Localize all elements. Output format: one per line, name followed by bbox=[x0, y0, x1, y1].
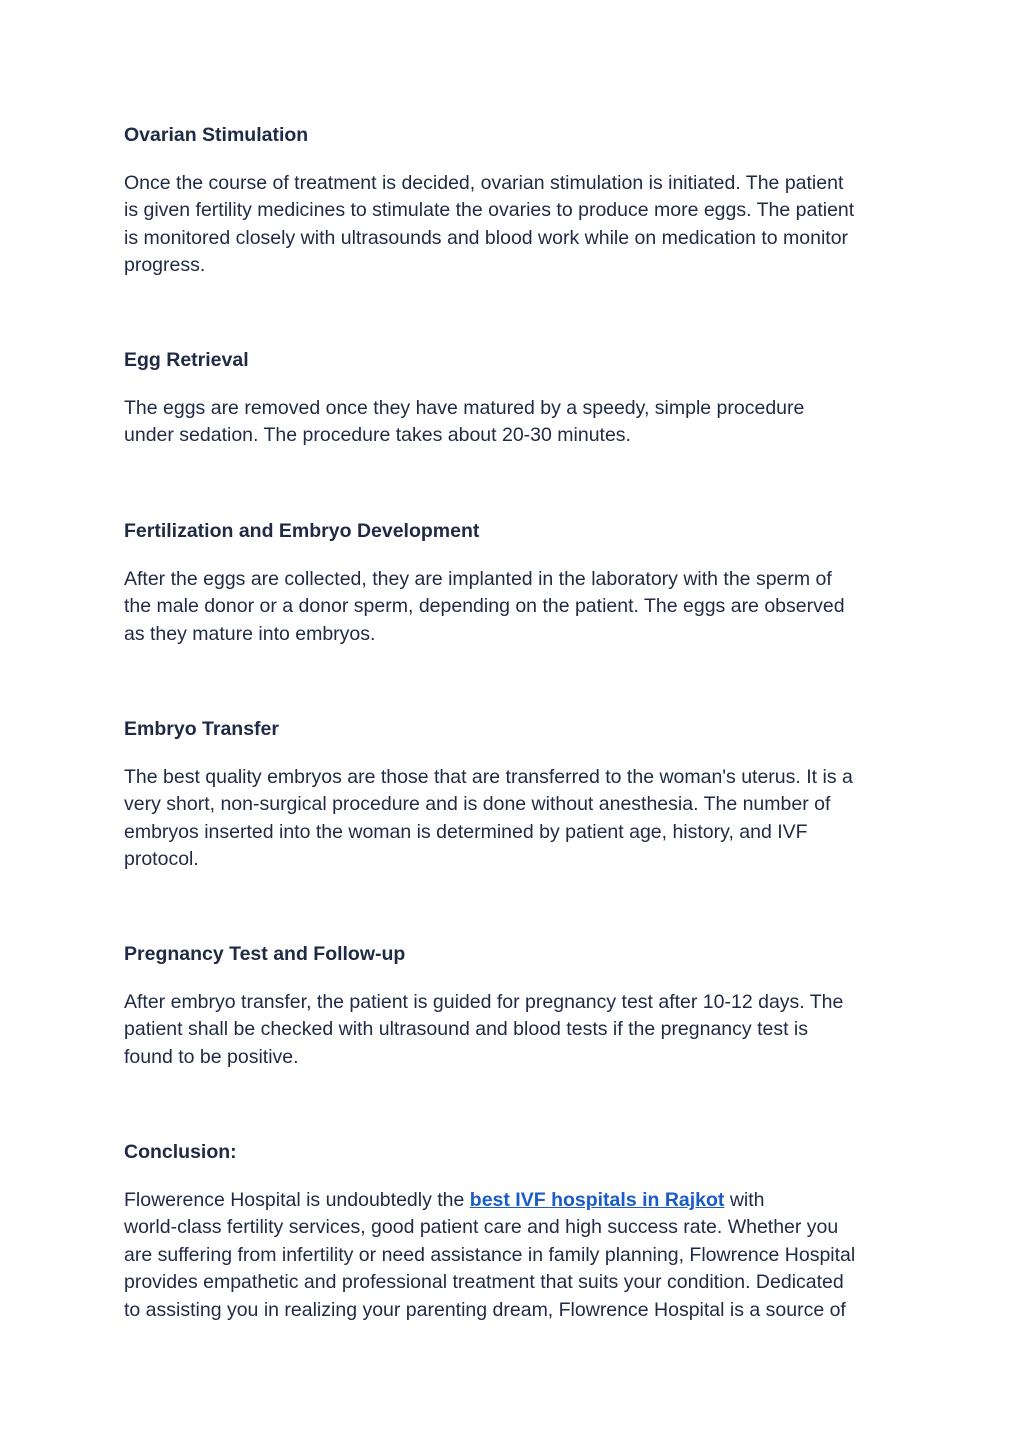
paragraph-line: very short, non-surgical procedure and is done without anesthesia. The number of bbox=[124, 793, 831, 816]
paragraph-line: Once the course of treatment is decided, ovarian stimulation is initiated. The patient bbox=[124, 172, 844, 194]
section-pregnancy-test bbox=[124, 941, 900, 1071]
paragraph-line: patient shall be checked with ultrasound and blood tests if the pregnancy test is bbox=[124, 1018, 809, 1041]
paragraph-line: progress. bbox=[124, 254, 206, 277]
paragraph-line: embryos inserted into the woman is determined by patient age, history, and IVF bbox=[124, 820, 808, 843]
section-heading: Embryo Transfer bbox=[124, 718, 279, 740]
paragraph-line: world-class fertility services, good patient care and high success rate. Whether you bbox=[124, 1216, 839, 1239]
section-egg-retrieval bbox=[124, 347, 900, 450]
section-paragraph bbox=[124, 566, 900, 648]
section-embryo-transfer bbox=[124, 716, 900, 874]
paragraph-line: the male donor or a donor sperm, depending on the patient. The eggs are observed bbox=[124, 595, 845, 618]
document-page bbox=[124, 0, 900, 1446]
paragraph-line: The eggs are removed once they have matured by a speedy, simple procedure bbox=[124, 397, 805, 419]
section-ovarian-stimulation bbox=[124, 122, 900, 280]
conclusion-paragraph bbox=[124, 1187, 900, 1324]
section-heading: Egg Retrieval bbox=[124, 349, 249, 371]
best-ivf-hospitals-link[interactable]: best IVF hospitals in Rajkot bbox=[469, 1189, 725, 1211]
section-fertilization bbox=[124, 518, 900, 648]
paragraph-line: to assisting you in realizing your parenting dream, Flowrence Hospital is a source of bbox=[124, 1298, 846, 1321]
section-conclusion bbox=[124, 1139, 900, 1324]
paragraph-line: After the eggs are collected, they are implanted in the laboratory with the sperm of bbox=[124, 568, 832, 590]
section-heading: Fertilization and Embryo Development bbox=[124, 520, 480, 542]
paragraph-line: are suffering from infertility or need assistance in family planning, Flowrence Hospital bbox=[124, 1243, 856, 1266]
section-paragraph bbox=[124, 989, 900, 1071]
paragraph-line: found to be positive. bbox=[124, 1045, 299, 1068]
section-heading: Ovarian Stimulation bbox=[124, 124, 309, 146]
paragraph-line: as they mature into embryos. bbox=[124, 622, 376, 645]
paragraph-line-start: Flowerence Hospital is undoubtedly the bbox=[124, 1189, 470, 1211]
paragraph-line: protocol. bbox=[124, 848, 199, 871]
paragraph-line: provides empathetic and professional treatment that suits your condition. Dedicated bbox=[124, 1271, 844, 1294]
paragraph-line: under sedation. The procedure takes about 20-30 minutes. bbox=[124, 424, 631, 447]
paragraph-line: The best quality embryos are those that are transferred to the woman's uterus. It is a bbox=[124, 766, 853, 788]
paragraph-line: is given fertility medicines to stimulate the ovaries to produce more eggs. The patient bbox=[124, 199, 855, 222]
section-heading: Pregnancy Test and Follow-up bbox=[124, 943, 406, 965]
paragraph-line: is monitored closely with ultrasounds and blood work while on medication to monitor bbox=[124, 226, 849, 249]
paragraph-line-end: with bbox=[724, 1189, 765, 1211]
section-paragraph bbox=[124, 395, 900, 450]
conclusion-heading: Conclusion: bbox=[124, 1141, 237, 1163]
section-paragraph bbox=[124, 170, 900, 280]
section-paragraph bbox=[124, 764, 900, 874]
paragraph-line: After embryo transfer, the patient is guided for pregnancy test after 10-12 days. The bbox=[124, 991, 844, 1013]
